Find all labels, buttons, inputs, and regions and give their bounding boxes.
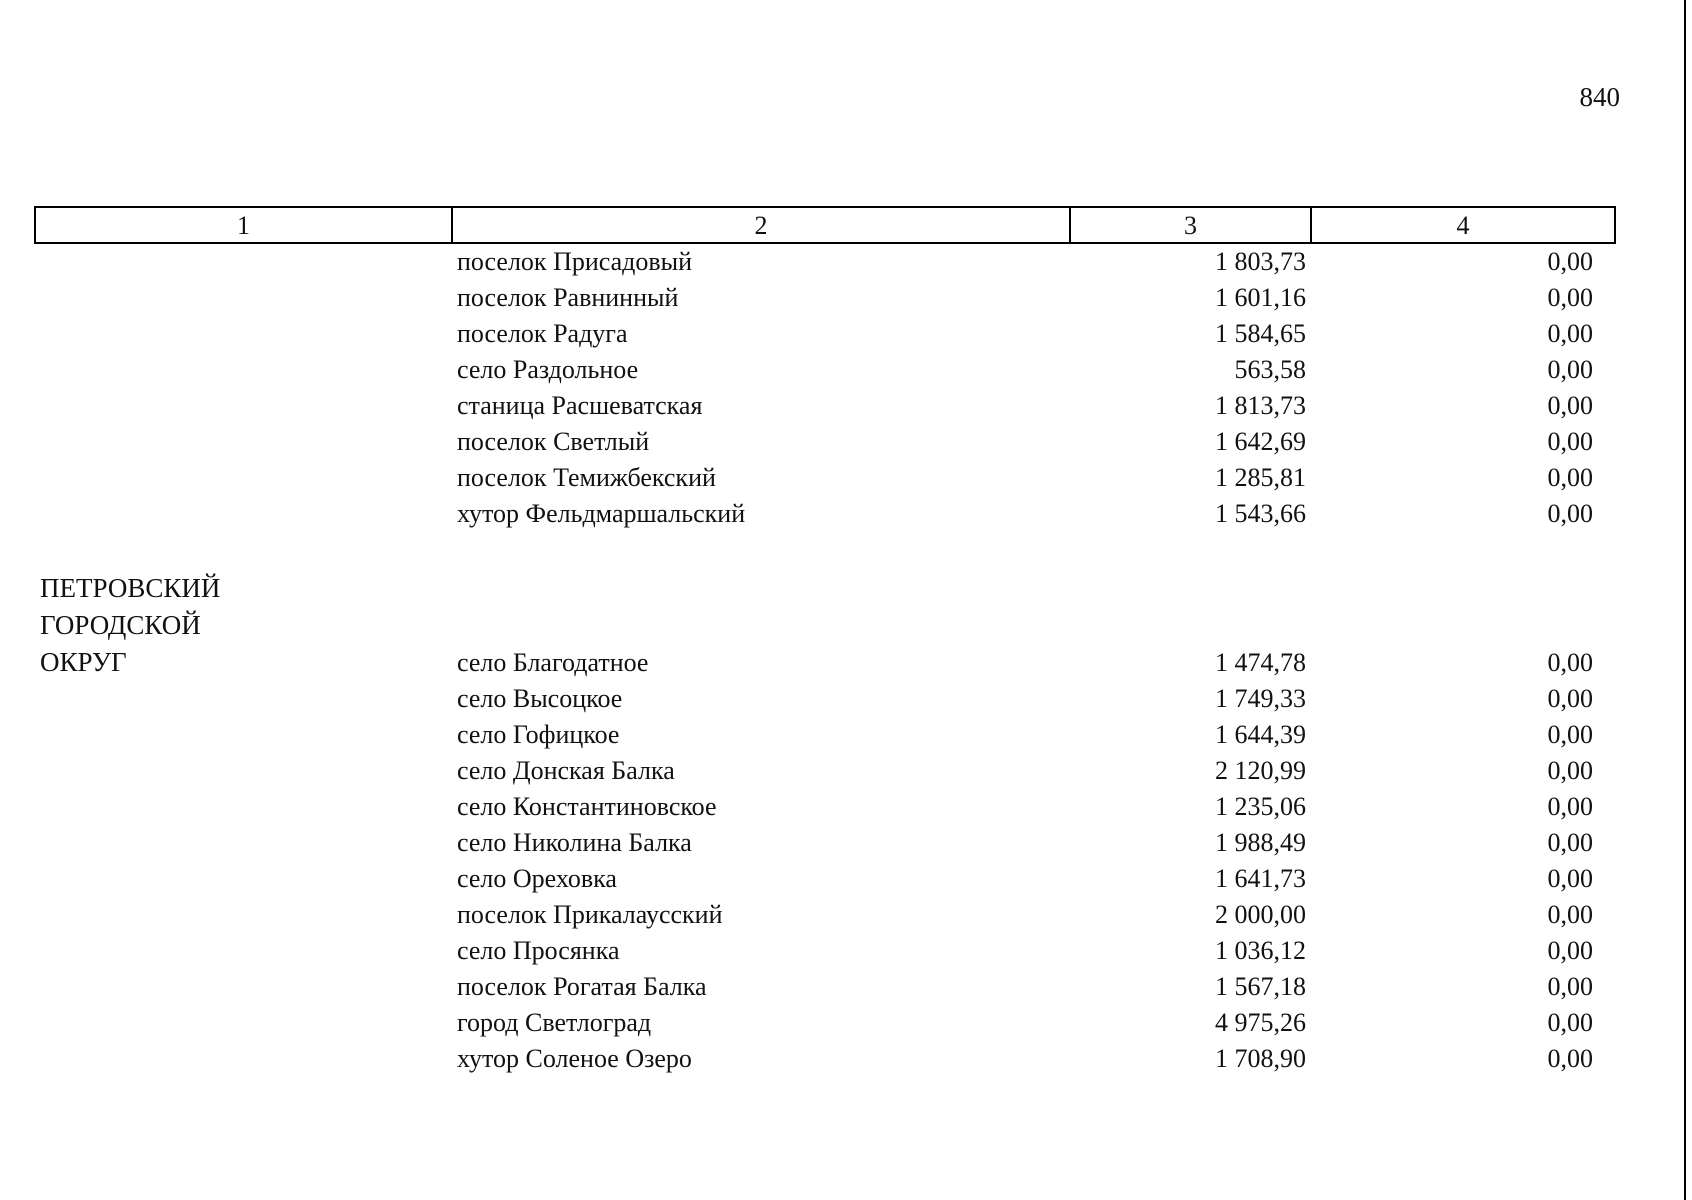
- value-col-3: 1 644,39: [1215, 720, 1306, 749]
- settlement-name: город Светлоград: [457, 1008, 652, 1037]
- value-col-3: 1 036,12: [1215, 936, 1306, 965]
- value-col-3: 1 285,81: [1215, 463, 1306, 492]
- value-col-3: 1 813,73: [1215, 391, 1306, 420]
- page-number: 840: [1579, 82, 1620, 112]
- value-col-4: 0,00: [1547, 936, 1593, 965]
- table-row: [0, 316, 1692, 352]
- settlement-name: станица Расшеватская: [457, 391, 703, 420]
- value-col-3: 1 543,66: [1215, 499, 1306, 528]
- value-col-4: 0,00: [1547, 648, 1593, 677]
- value-col-4: 0,00: [1547, 355, 1593, 384]
- value-col-4: 0,00: [1547, 463, 1593, 492]
- settlement-name: поселок Равнинный: [457, 283, 679, 312]
- district-heading-line-1: ПЕТРОВСКИЙ: [40, 573, 221, 603]
- value-col-3: 1 749,33: [1215, 684, 1306, 713]
- settlement-name: поселок Присадовый: [457, 247, 693, 276]
- value-col-3: 1 642,69: [1215, 427, 1306, 456]
- table-row: [0, 933, 1692, 969]
- table-header: [34, 206, 1616, 244]
- value-col-3: 1 235,06: [1215, 792, 1306, 821]
- value-col-4: 0,00: [1547, 1044, 1593, 1073]
- value-col-4: 0,00: [1547, 247, 1593, 276]
- settlement-name: село Ореховка: [457, 864, 617, 893]
- settlement-name: село Константиновское: [457, 792, 717, 821]
- table-row: [0, 717, 1692, 753]
- table-row: [0, 861, 1692, 897]
- value-col-3: 1 601,16: [1215, 283, 1306, 312]
- settlement-name: поселок Светлый: [457, 427, 650, 456]
- settlement-name: село Раздольное: [457, 355, 639, 384]
- table-row: [0, 280, 1692, 316]
- value-col-4: 0,00: [1547, 319, 1593, 348]
- table-row: [0, 969, 1692, 1005]
- value-col-4: 0,00: [1547, 720, 1593, 749]
- value-col-4: 0,00: [1547, 499, 1593, 528]
- value-col-4: 0,00: [1547, 1008, 1593, 1037]
- header-col-3: 3: [1071, 208, 1312, 242]
- value-col-4: 0,00: [1547, 828, 1593, 857]
- value-col-3: 563,58: [1234, 355, 1306, 384]
- settlement-name: поселок Рогатая Балка: [457, 972, 707, 1001]
- table-row: [0, 496, 1692, 532]
- value-col-4: 0,00: [1547, 864, 1593, 893]
- settlement-name: село Благодатное: [457, 648, 649, 677]
- value-col-3: 1 474,78: [1215, 648, 1306, 677]
- value-col-3: 1 988,49: [1215, 828, 1306, 857]
- header-col-1: 1: [36, 208, 453, 242]
- table-row: [0, 460, 1692, 496]
- settlement-name: село Николина Балка: [457, 828, 692, 857]
- settlement-name: поселок Радуга: [457, 319, 628, 348]
- settlement-name: поселок Темижбекский: [457, 463, 716, 492]
- settlement-name: село Донская Балка: [457, 756, 675, 785]
- table-row: [0, 825, 1692, 861]
- table-row: [0, 753, 1692, 789]
- table-row: [0, 789, 1692, 825]
- value-col-4: 0,00: [1547, 900, 1593, 929]
- header-col-2: 2: [453, 208, 1071, 242]
- value-col-4: 0,00: [1547, 756, 1593, 785]
- table-row: [0, 897, 1692, 933]
- value-col-4: 0,00: [1547, 684, 1593, 713]
- settlement-name: хутор Фельдмаршальский: [457, 499, 746, 528]
- value-col-4: 0,00: [1547, 792, 1593, 821]
- table-row: [0, 1041, 1692, 1077]
- value-col-3: 2 120,99: [1215, 756, 1306, 785]
- value-col-3: 1 803,73: [1215, 247, 1306, 276]
- value-col-4: 0,00: [1547, 427, 1593, 456]
- table-row: [0, 352, 1692, 388]
- value-col-3: 1 641,73: [1215, 864, 1306, 893]
- settlement-name: хутор Соленое Озеро: [457, 1044, 692, 1073]
- settlement-name: село Просянка: [457, 936, 620, 965]
- table-row: [0, 388, 1692, 424]
- header-col-4: 4: [1456, 211, 1470, 240]
- value-col-3: 2 000,00: [1215, 900, 1306, 929]
- value-col-3: 4 975,26: [1215, 1008, 1306, 1037]
- value-col-3: 1 584,65: [1215, 319, 1306, 348]
- value-col-3: 1 708,90: [1215, 1044, 1306, 1073]
- value-col-4: 0,00: [1547, 972, 1593, 1001]
- value-col-3: 1 567,18: [1215, 972, 1306, 1001]
- district-heading-line-2: ГОРОДСКОЙ ОКРУГ: [40, 610, 201, 677]
- settlement-name: село Гофицкое: [457, 720, 620, 749]
- settlement-name: поселок Прикалаусский: [457, 900, 723, 929]
- table-row: [0, 424, 1692, 460]
- table-row: [0, 244, 1692, 280]
- table-row: [0, 1005, 1692, 1041]
- value-col-4: 0,00: [1547, 283, 1593, 312]
- value-col-4: 0,00: [1547, 391, 1593, 420]
- table-row: [0, 645, 1692, 681]
- settlement-name: село Высоцкое: [457, 684, 623, 713]
- table-row: [0, 681, 1692, 717]
